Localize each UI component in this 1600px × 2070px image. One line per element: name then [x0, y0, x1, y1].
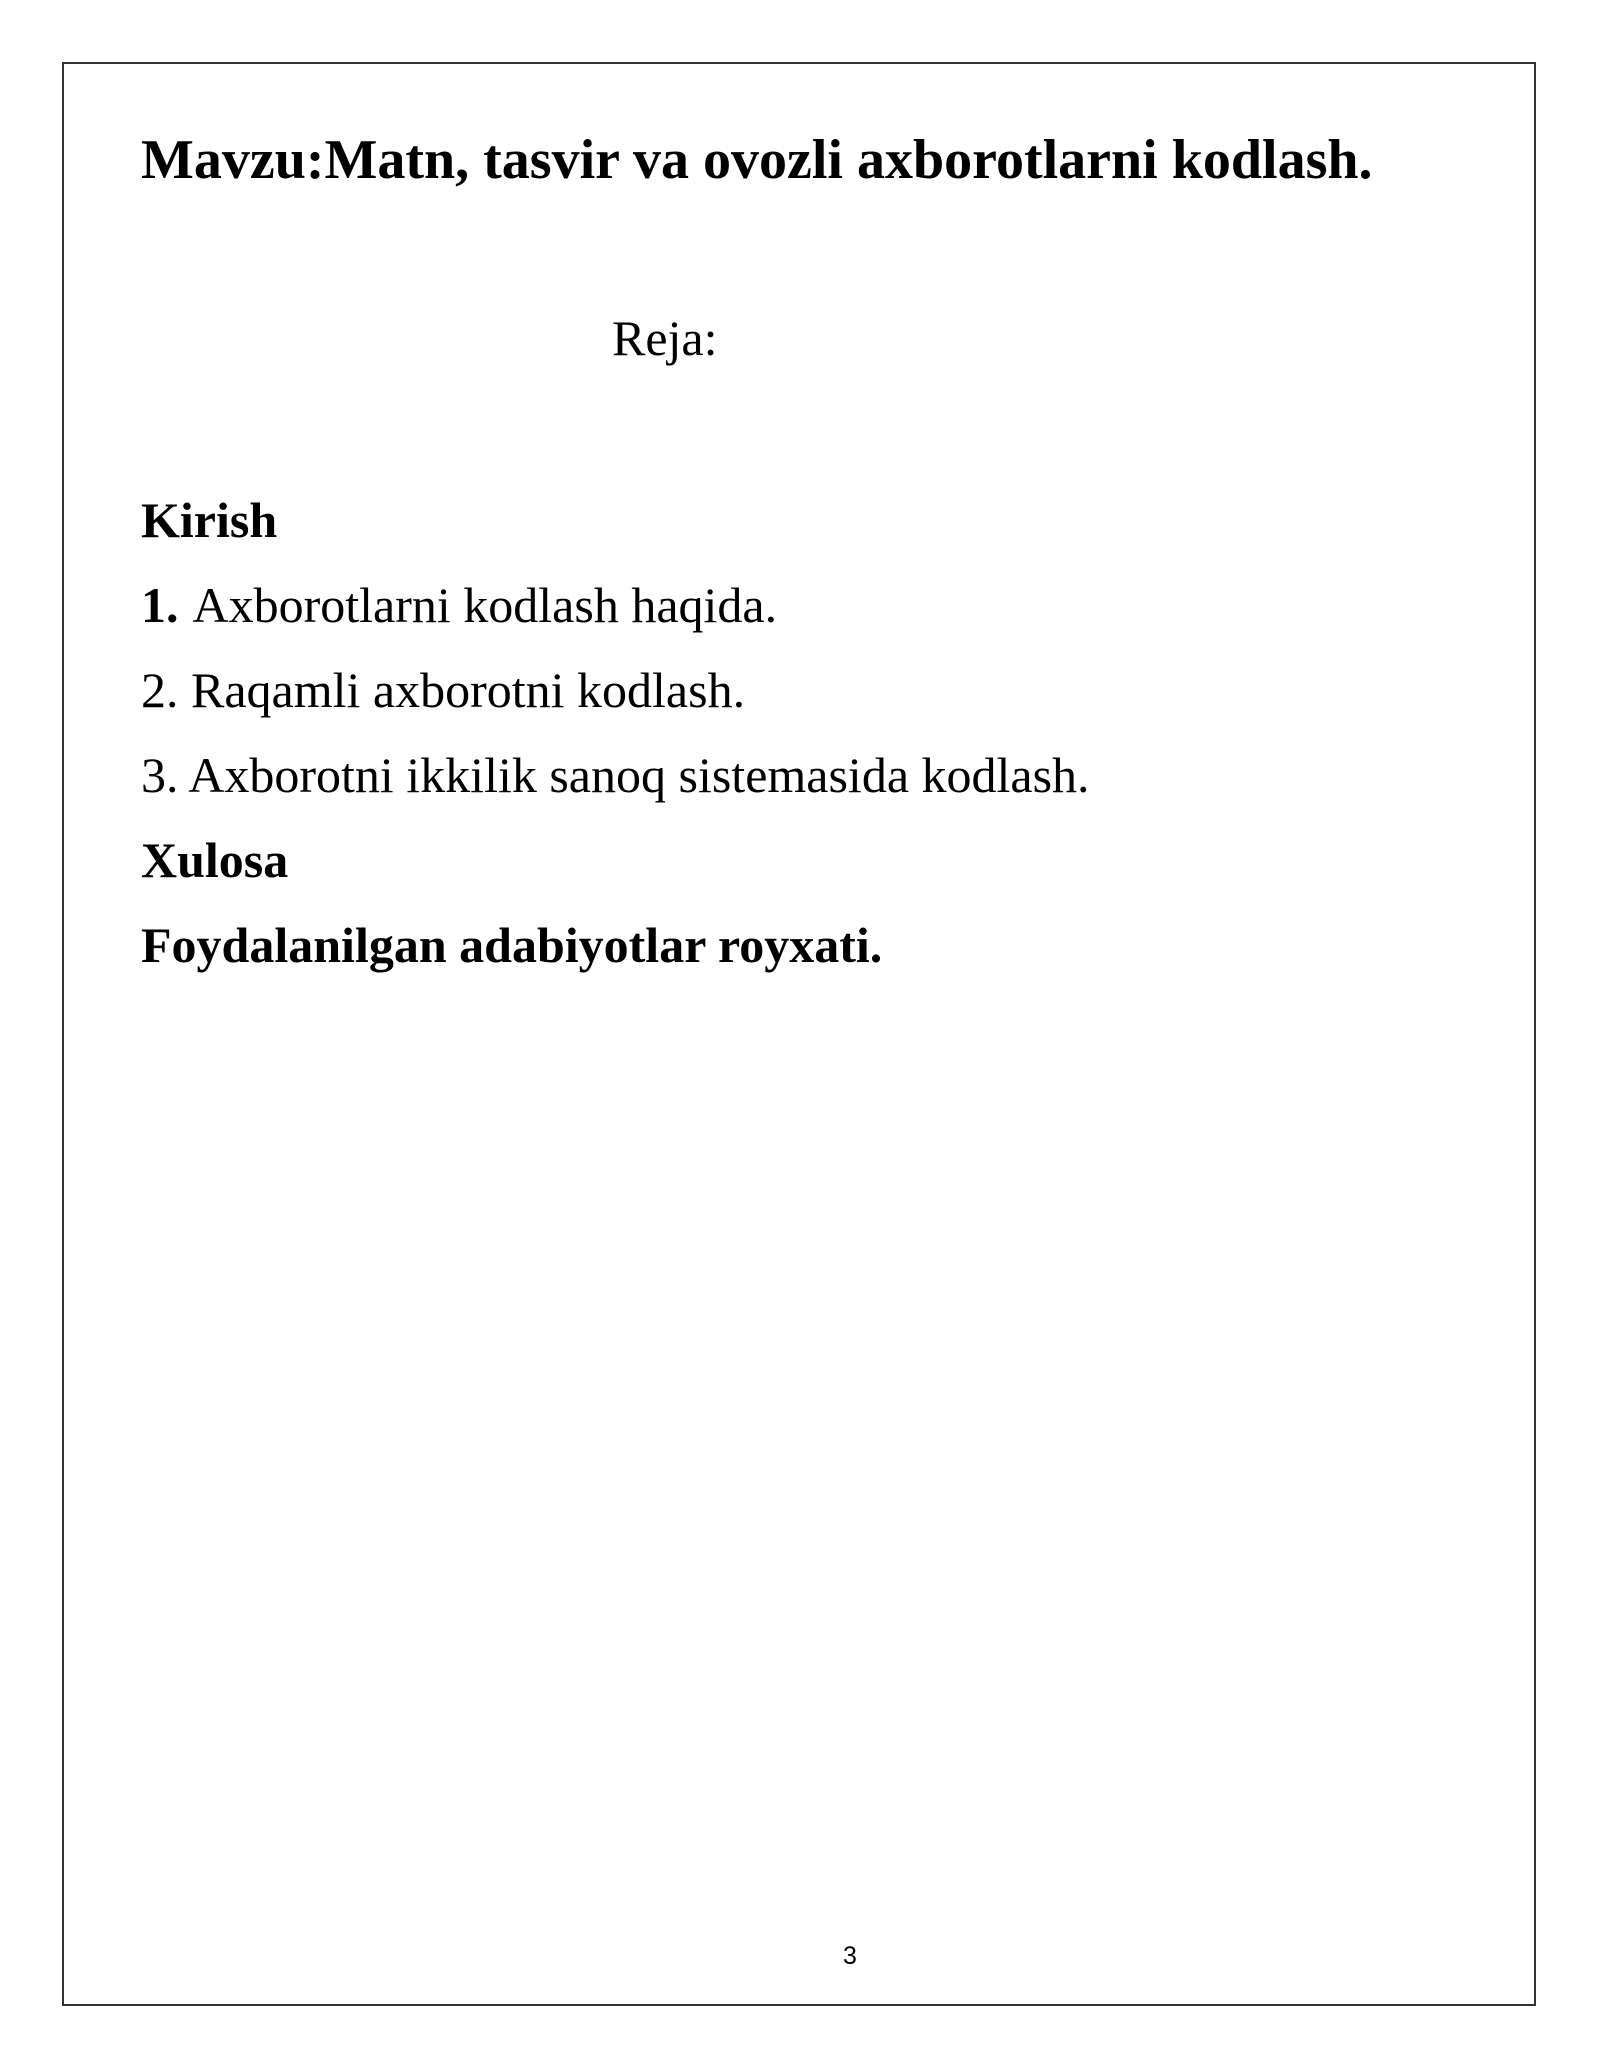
plan-item-1 — [141, 563, 1090, 648]
plan-item-3: 3. Axborotni ikkilik sanoq sistemasida kodlash. — [141, 747, 1090, 803]
plan-item-2: 2. Raqamli axborotni kodlash. — [141, 662, 746, 718]
plan-item-conclusion: Xulosa — [141, 832, 289, 888]
plan-list — [141, 478, 1090, 988]
plan-item-1-text: Axborotlarni kodlash haqida. — [192, 577, 778, 633]
plan-item-references: Foydalanilgan adabiyotlar royxati. — [141, 917, 883, 973]
page-border — [62, 62, 1536, 2006]
plan-item-intro: Kirish — [141, 492, 278, 548]
page-number: 3 — [843, 1942, 857, 1970]
plan-item-1-number: 1. — [141, 577, 179, 633]
plan-heading: Reja: — [612, 310, 718, 366]
page-title: Mavzu:Matn, tasvir va ovozli axborotlarni kodlash. — [141, 129, 1373, 191]
